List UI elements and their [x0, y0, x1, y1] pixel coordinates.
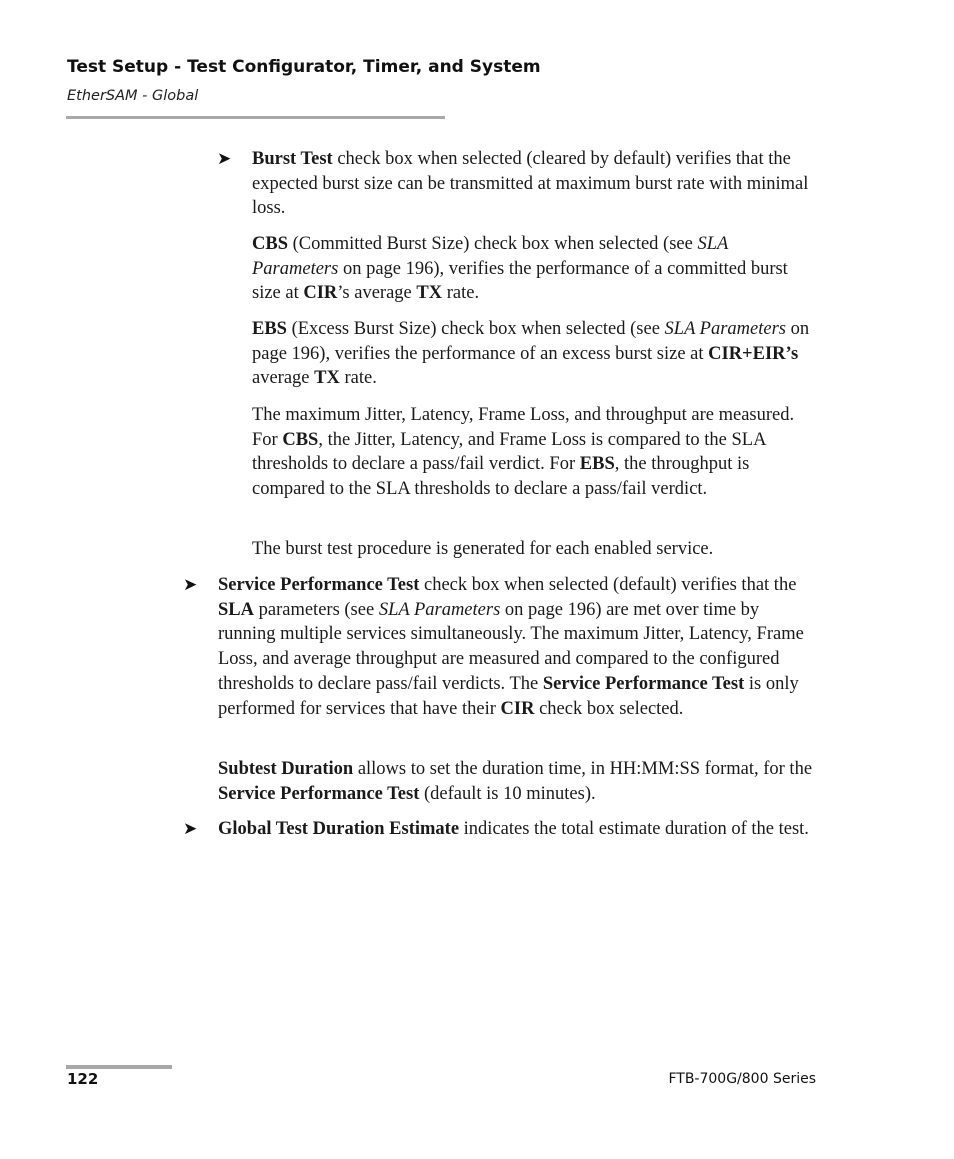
text-run: (Excess Burst Size) check box when selected (see — [286, 319, 665, 339]
cross-reference: SLA Parameters — [664, 319, 786, 339]
paragraph-subtest-duration — [218, 757, 818, 806]
text-run: is only performed for services that have their — [218, 673, 799, 719]
product-series: FTB-700G/800 Series — [668, 1071, 816, 1087]
running-header-subtitle: EtherSAM - Global — [67, 88, 199, 104]
text-run: average — [252, 368, 315, 389]
bold-term: Service Performance Test — [218, 575, 420, 595]
text-run: , the Jitter, Latency, and Frame Loss is compared to the SLA thresholds to declare a pass/fail verdict. For — [252, 429, 766, 475]
bold-term: EBS — [579, 454, 615, 475]
bold-term: CBS — [282, 429, 319, 450]
text-run: on page 196) are met over time by running multiple services simultaneously. The maximum Jitter, Latency, Frame Loss, and average throughput are measured and compared to the configured thresholds to declare pass/fail verdicts. The — [218, 599, 804, 694]
bold-term: Service Performance Test — [218, 783, 420, 804]
bold-term: TX — [314, 368, 340, 389]
text-run: check box when selected (cleared by default) verifies that the expected burst size can be transmitted at maximum burst rate with minimal loss. — [252, 149, 809, 219]
text-run: check box selected. — [534, 698, 684, 719]
header-rule — [66, 116, 445, 119]
bullet-arrow-icon: ➤ — [217, 149, 232, 169]
text-run: rate. — [339, 368, 377, 389]
bold-term: Burst Test — [252, 149, 333, 169]
bold-term: Service Performance Test — [542, 673, 745, 694]
text-run: , the throughput is compared to the SLA thresholds to declare a pass/fail verdict. — [252, 454, 750, 500]
text-run: ’s average — [337, 283, 417, 304]
text-run: on page 196), verifies the performance of an excess burst size at — [252, 319, 810, 364]
text-run: (default is 10 minutes). — [419, 783, 596, 804]
text-run: The maximum Jitter, Latency, Frame Loss, and throughput are measured. For — [252, 405, 795, 450]
bold-term: CBS — [252, 234, 288, 254]
text-run: rate. — [442, 283, 480, 304]
bold-term: CIR — [303, 283, 338, 304]
text-run: parameters (see — [254, 599, 379, 620]
bold-term: SLA — [218, 599, 254, 620]
paragraph-service-performance — [218, 573, 818, 721]
text-run: indicates the total estimate duration of the test. — [459, 819, 809, 839]
cross-reference: SLA Parameters — [378, 599, 501, 620]
text-run: The burst test procedure is generated for each enabled service. — [252, 539, 714, 559]
paragraph-global-estimate — [218, 817, 818, 842]
running-header-title: Test Setup - Test Configurator, Timer, and System — [67, 57, 541, 77]
text-run: (Committed Burst Size) check box when selected (see — [288, 234, 698, 254]
cross-reference: SLA Parameters — [252, 234, 728, 279]
text-run: on page 196), verifies the performance of a committed burst size at — [252, 258, 788, 304]
bold-term: EBS — [252, 319, 287, 339]
bullet-arrow-icon: ➤ — [183, 575, 198, 595]
bold-term: Subtest Duration — [218, 759, 354, 779]
bold-term: CIR — [500, 698, 535, 719]
bullet-arrow-icon: ➤ — [183, 819, 198, 839]
footer-rule — [66, 1065, 172, 1069]
page-number: 122 — [67, 1070, 99, 1088]
paragraph-measured — [252, 403, 818, 502]
bold-term: TX — [416, 283, 443, 304]
paragraph-cbs — [252, 232, 818, 306]
paragraph-procedure — [252, 537, 818, 562]
bold-term: CIR+EIR’s — [708, 343, 799, 364]
paragraph-ebs — [252, 317, 818, 391]
text-run: check box when selected (default) verifies that the — [419, 575, 797, 595]
text-run: allows to set the duration time, in HH:MM:SS format, for the — [353, 759, 813, 779]
paragraph-burst-test — [252, 147, 818, 221]
bold-term: Global Test Duration Estimate — [218, 819, 460, 839]
